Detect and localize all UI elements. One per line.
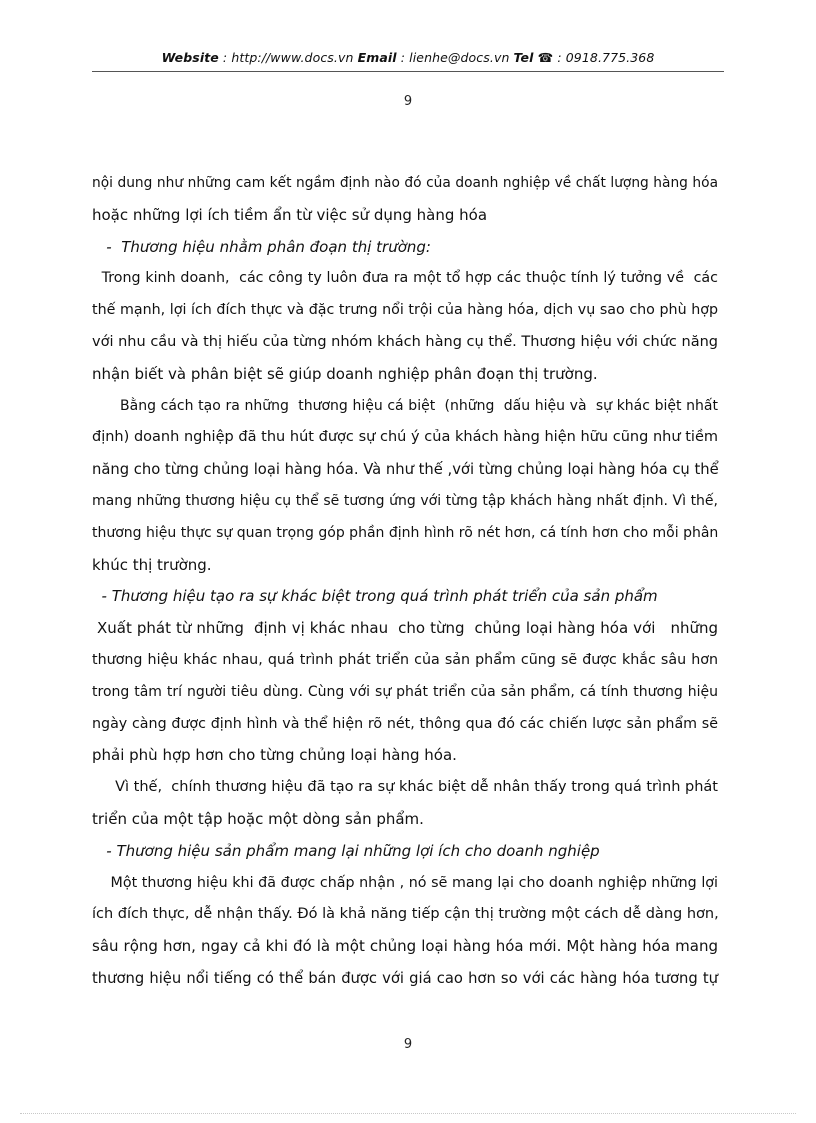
website-label: Website (161, 50, 219, 65)
section-heading: - Thương hiệu nhằm phân đoạn thị trường: (92, 237, 431, 256)
text-line: nội dung như những cam kết ngầm định nào đó của doanh nghiệp về chất lượng hàng hóa (92, 175, 718, 191)
header-divider (92, 71, 724, 72)
page-header (92, 50, 724, 65)
body-text (92, 168, 718, 995)
email-label: Email (357, 50, 397, 65)
section-heading: - Thương hiệu sản phẩm mang lại những lợi ích cho doanh nghiệp (92, 841, 600, 860)
tel-label: Tel (513, 50, 534, 65)
text-line: ngày càng được định hình và thể hiện rõ nét, thông qua đó các chiến lược sản phẩm sẽ (92, 715, 718, 732)
text-line: Bằng cách tạo ra những thương hiệu cá biệt (những dấu hiệu và sự khác biệt nhất (92, 397, 718, 414)
text-line: khúc thị trường. (92, 555, 212, 574)
page-number-top: 9 (403, 94, 413, 109)
text-line: ích đích thực, dễ nhận thấy. Đó là khả năng tiếp cận thị trường một cách dễ dàng hơn, (92, 906, 719, 923)
text-line: Xuất phát từ những định vị khác nhau cho từng chủng loại hàng hóa với những (92, 619, 718, 638)
text-line: thế mạnh, lợi ích đích thực và đặc trưng nổi trội của hàng hóa, dịch vụ sao cho phù hợp (92, 302, 718, 319)
phone-icon: ☎ (537, 50, 554, 65)
text-line: trong tâm trí người tiêu dùng. Cùng với sự phát triển của sản phẩm, cá tính thương hiệu (92, 683, 718, 700)
email-value: : lienhe@docs.vn (396, 50, 510, 65)
text-line: hoặc những lợi ích tiềm ẩn từ việc sử dụng hàng hóa (92, 205, 488, 224)
text-line: Một thương hiệu khi đã được chấp nhận , nó sẽ mang lại cho doanh nghiệp những lợi (92, 874, 718, 891)
text-line: mang những thương hiệu cụ thể sẽ tương ứng với từng tập khách hàng nhất định. Vì thế, (92, 492, 718, 509)
section-heading: - Thương hiệu tạo ra sự khác biệt trong quá trình phát triển của sản phẩm (92, 587, 658, 606)
page-number-bottom: 9 (403, 1037, 413, 1052)
text-line: thương hiệu nổi tiếng có thể bán được với giá cao hơn so với các hàng hóa tương tự (92, 969, 718, 987)
website-value: : http://www.docs.vn (218, 50, 354, 65)
text-line: năng cho từng chủng loại hàng hóa. Và như thế ,với từng chủng loại hàng hóa cụ thể (92, 461, 719, 479)
text-line: nhận biết và phân biệt sẽ giúp doanh nghiệp phân đoạn thị trường. (92, 364, 598, 383)
tel-value: : 0918.775.368 (553, 50, 655, 65)
text-line: thương hiệu thực sự quan trọng góp phần định hình rõ nét hơn, cá tính hơn cho mỗi phân (92, 524, 719, 541)
text-line: Trong kinh doanh, các công ty luôn đưa ra một tổ hợp các thuộc tính lý tưởng về các (92, 270, 718, 287)
text-line: Vì thế, chính thương hiệu đã tạo ra sự khác biệt dễ nhân thấy trong quá trình phát (92, 779, 718, 796)
text-line: định) doanh nghiệp đã thu hút được sự chú ý của khách hàng hiện hữu cũng như tiềm (92, 429, 718, 446)
text-line: triển của một tập hoặc một dòng sản phẩm. (92, 809, 424, 828)
text-line: sâu rộng hơn, ngay cả khi đó là một chủng loại hàng hóa mới. Một hàng hóa mang (92, 937, 718, 956)
text-line: phải phù hợp hơn cho từng chủng loại hàng hóa. (92, 746, 457, 765)
text-line: với nhu cầu và thị hiếu của từng nhóm khách hàng cụ thể. Thương hiệu với chức năng (92, 333, 718, 350)
page-bottom-border (20, 1113, 796, 1114)
text-line: thương hiệu khác nhau, quá trình phát triển của sản phẩm cũng sẽ được khắc sâu hơn (92, 651, 718, 668)
